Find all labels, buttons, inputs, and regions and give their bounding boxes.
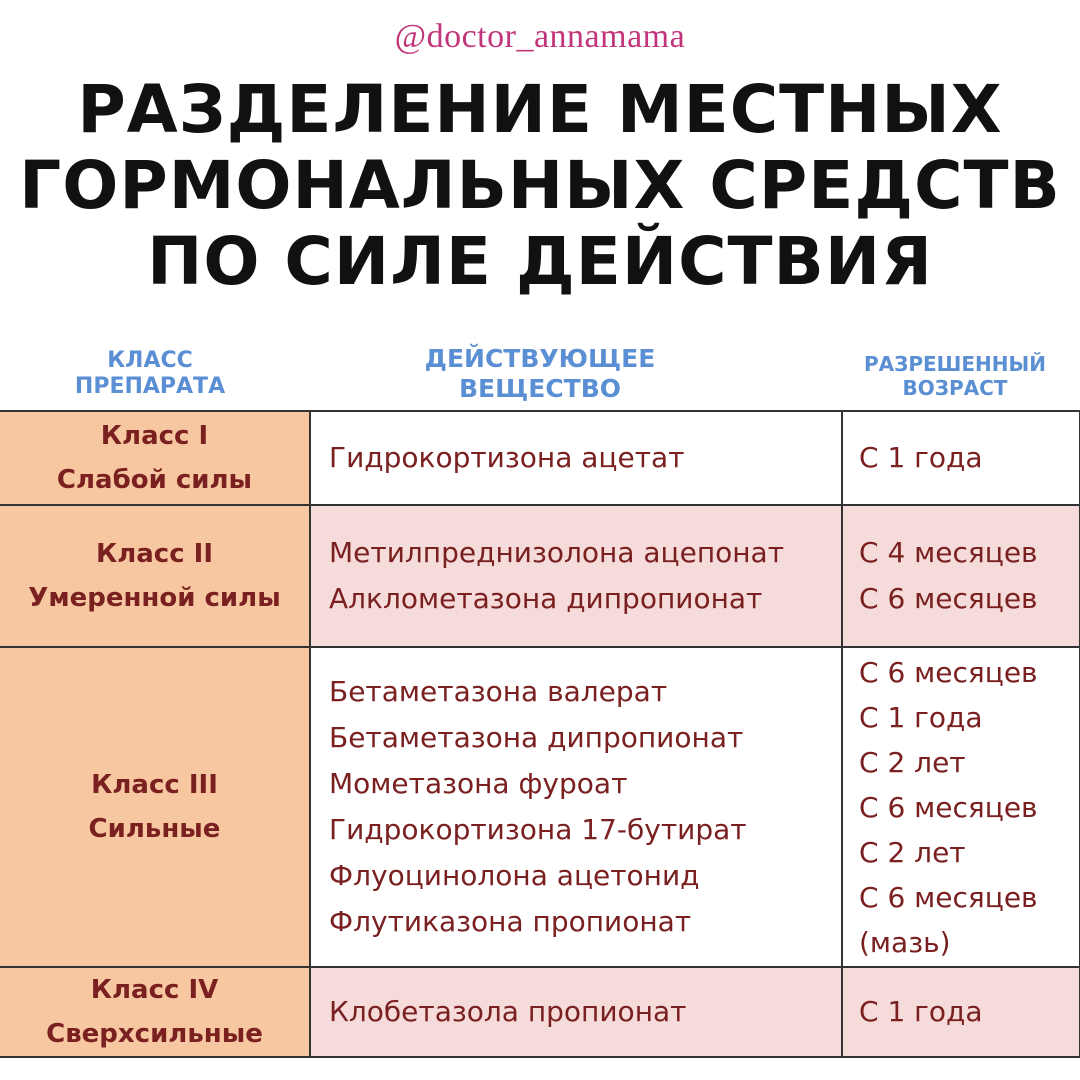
- age-item: С 1 года: [859, 441, 983, 474]
- age-item: С 6 месяцев: [859, 880, 1038, 914]
- class-cell: [0, 411, 310, 505]
- age-item: (мазь): [859, 925, 951, 959]
- substance-cell: [310, 505, 842, 647]
- table-row-class-2: [0, 505, 1080, 647]
- substance-item: Бетаметазона валерат: [329, 675, 668, 708]
- substance-item: Гидрокортизона 17-бутират: [329, 813, 747, 846]
- class-cell: [0, 967, 310, 1057]
- title-line-1: РАЗДЕЛЕНИЕ МЕСТНЫХ: [77, 71, 1003, 148]
- age-item: С 6 месяцев: [859, 582, 1038, 615]
- column-header-age: РАЗРЕШЕННЫЙ ВОЗРАСТ: [864, 352, 1046, 400]
- substance-item: Бетаметазона дипропионат: [329, 721, 744, 754]
- substance-item: Мометазона фуроат: [329, 767, 628, 800]
- age-cell: [842, 411, 1080, 505]
- class-strength: Слабой силы: [56, 465, 253, 495]
- substance-cell: [310, 411, 842, 505]
- substance-item: Алклометазона дипропионат: [329, 582, 763, 615]
- class-strength: Сильные: [88, 814, 221, 844]
- substance-item: Метилпреднизолона ацепонат: [329, 536, 785, 569]
- substance-item: Клобетазола пропионат: [329, 995, 687, 1028]
- title-line-2: ГОРМОНАЛЬНЫХ СРЕДСТВ: [19, 147, 1061, 224]
- substance-item: Флуоцинолона ацетонид: [329, 859, 700, 892]
- age-item: С 6 месяцев: [859, 790, 1038, 824]
- substance-cell: [310, 967, 842, 1057]
- age-item: С 1 года: [859, 700, 983, 734]
- class-cell: [0, 505, 310, 647]
- substance-item: Гидрокортизона ацетат: [329, 441, 685, 474]
- table-row-class-4: [0, 967, 1080, 1057]
- class-cell: [0, 647, 310, 967]
- age-item: С 1 года: [859, 995, 983, 1028]
- steroid-potency-table: [0, 410, 1080, 1058]
- age-item: С 2 лет: [859, 745, 966, 779]
- page-title: [0, 72, 1080, 300]
- age-cell: [842, 967, 1080, 1057]
- age-cell: [842, 647, 1080, 967]
- class-name: Класс III: [91, 770, 218, 800]
- column-header-class: КЛАСС ПРЕПАРАТА: [74, 348, 226, 399]
- table-row-class-3: [0, 647, 1080, 967]
- class-name: Класс II: [95, 539, 214, 569]
- class-name: Класс I: [100, 421, 209, 451]
- column-header-substance: ДЕЙСТВУЮЩЕЕ ВЕЩЕСТВО: [424, 344, 656, 403]
- class-strength: Умеренной силы: [28, 583, 281, 613]
- age-item: С 6 месяцев: [859, 655, 1038, 689]
- age-item: С 2 лет: [859, 835, 966, 869]
- substance-cell: [310, 647, 842, 967]
- substance-item: Флутиказона пропионат: [329, 905, 692, 938]
- class-name: Класс IV: [90, 975, 219, 1005]
- title-line-3: ПО СИЛЕ ДЕЙСТВИЯ: [147, 223, 933, 300]
- class-strength: Сверхсильные: [46, 1019, 263, 1049]
- age-item: С 4 месяцев: [859, 536, 1038, 569]
- table-row-class-1: [0, 411, 1080, 505]
- author-handle: @doctor_annamama: [394, 18, 686, 55]
- age-cell: [842, 505, 1080, 647]
